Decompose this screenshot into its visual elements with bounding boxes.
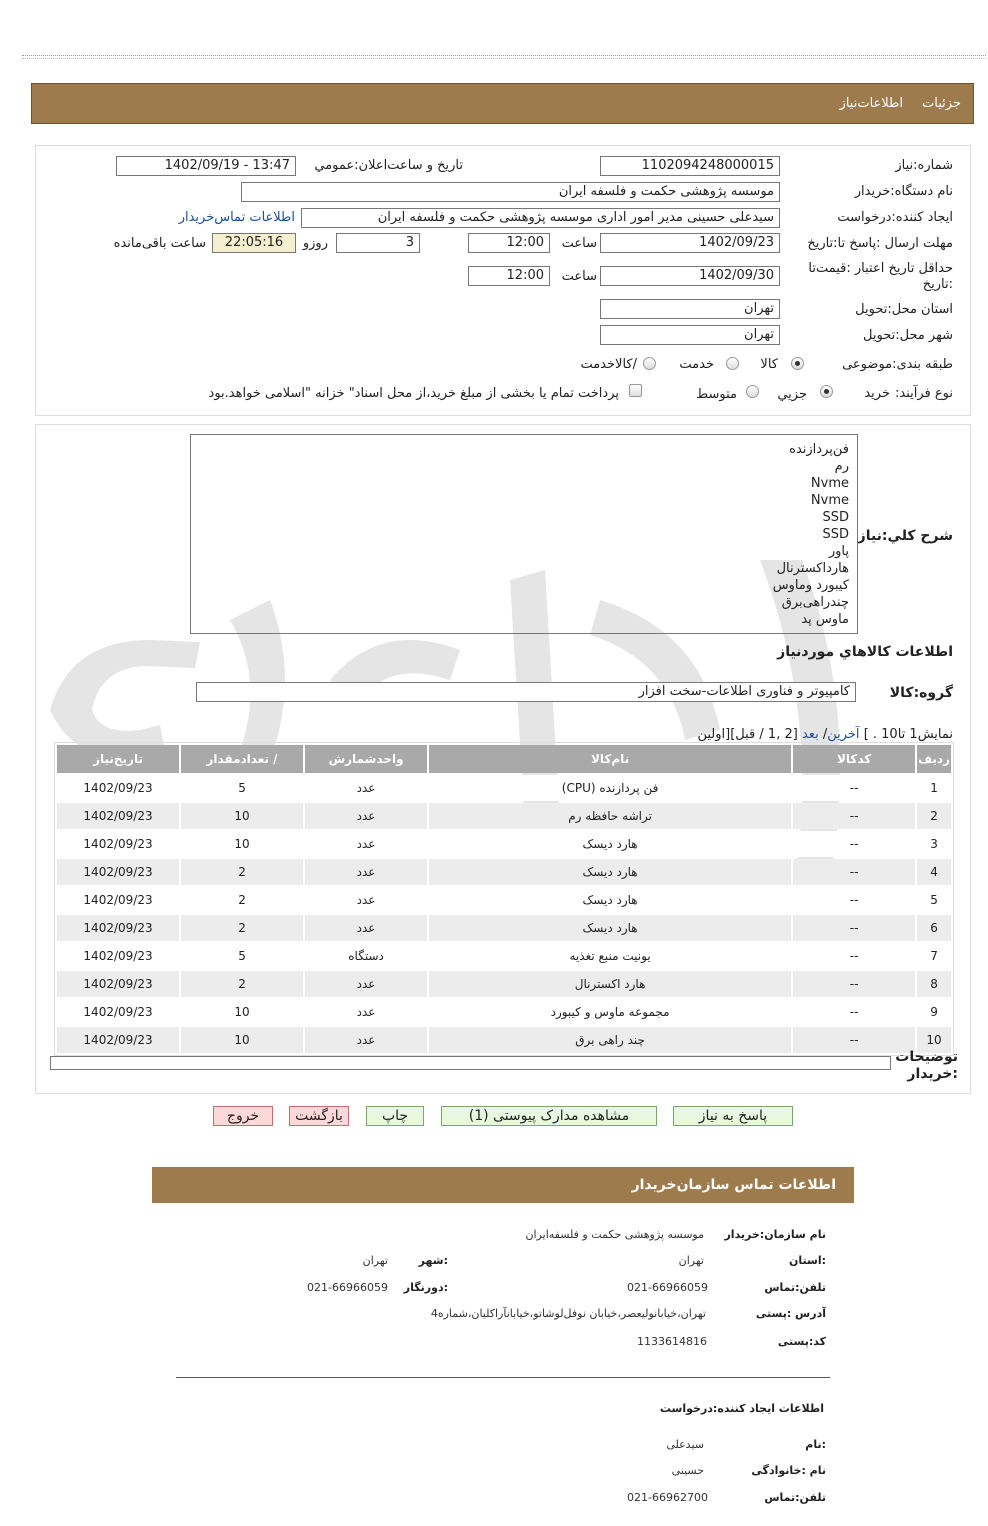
deadline-label: مهلت ارسال :پاسخ تا:تاریخ <box>807 236 953 251</box>
treasury-payment-note: پرداخت تمام یا بخشی از مبلغ خرید،از محل اسناد" خزانه "اسلامی خواهد.بود <box>208 386 619 401</box>
need-number-label: شماره:نیاز <box>895 158 953 173</box>
cell-name: هارد دیسک <box>429 831 791 857</box>
cell-code: -- <box>793 887 915 913</box>
cell-date: 1402/09/23 <box>57 1027 179 1053</box>
contact-address-label: آدرس :پستی <box>755 1307 826 1320</box>
cell-row: 2 <box>917 803 951 829</box>
table-row <box>57 859 951 885</box>
creator-phone-label: تلفن:تماس <box>764 1491 826 1504</box>
buyer-notes-field <box>50 1056 891 1070</box>
pager-next-link[interactable]: بعد <box>801 727 819 742</box>
items-table <box>55 743 953 1055</box>
table-row <box>57 831 951 857</box>
price-validity-time-label: ساعت <box>561 269 597 284</box>
cell-qty: 2 <box>181 915 303 941</box>
cell-name: هارد اکسترنال <box>429 971 791 997</box>
cell-qty: 10 <box>181 831 303 857</box>
contact-province-value: تهران <box>678 1254 704 1267</box>
price-validity-date-field: 1402/09/30 <box>600 266 780 286</box>
price-validity-label: حداقل تاریخ اعتبار :قیمت‌تا :تاریخ <box>808 261 953 292</box>
back-button[interactable]: بازگشت <box>289 1106 349 1126</box>
cell-code: -- <box>793 859 915 885</box>
description-line: Nvme <box>810 493 849 508</box>
deadline-time-label: ساعت <box>561 236 597 251</box>
buyer-contact-link[interactable]: اطلاعات تماس‌خریدار <box>178 210 295 225</box>
table-row <box>57 775 951 801</box>
description-line: کیبورد وماوس <box>772 578 849 593</box>
cell-code: -- <box>793 831 915 857</box>
pager: نمایش1 تا10 . ] آخرین/ بعد [2 ,1 / قبل][اولین <box>697 727 953 742</box>
print-button[interactable]: چاپ <box>366 1106 424 1126</box>
reply-button[interactable]: پاسخ به نیاز <box>673 1106 793 1126</box>
cell-code: -- <box>793 1027 915 1053</box>
creator-family-value: حسینی <box>671 1464 704 1477</box>
description-box <box>190 434 858 634</box>
days-label: روزو <box>302 236 328 251</box>
creator-phone-value: 021-66962700 <box>627 1491 708 1504</box>
deadline-time-field: 12:00 <box>468 233 550 253</box>
contact-title: اطلاعات تماس سازمان‌خریدار <box>631 1177 836 1193</box>
process-buy-label: خرید <box>864 386 890 401</box>
cell-date: 1402/09/23 <box>57 999 179 1025</box>
cell-row: 5 <box>917 887 951 913</box>
cell-row: 9 <box>917 999 951 1025</box>
pager-prefix: نمایش1 تا10 . ] <box>863 727 953 742</box>
contact-fax-label: :دورنگار <box>403 1281 448 1294</box>
creator-label: ایجاد کننده:درخواست <box>837 210 953 225</box>
announce-datetime-field: 1402/09/19 - 13:47 <box>116 156 296 176</box>
description-line: SSD <box>822 510 849 525</box>
cell-qty: 10 <box>181 1027 303 1053</box>
cell-name: چند راهی برق <box>429 1027 791 1053</box>
cell-qty: 2 <box>181 859 303 885</box>
cell-unit: عدد <box>305 1027 427 1053</box>
cell-qty: 5 <box>181 775 303 801</box>
goods-group-label: گروه:کالا <box>889 685 953 701</box>
cell-row: 6 <box>917 915 951 941</box>
cell-unit: عدد <box>305 831 427 857</box>
category-service-label: خدمت <box>679 357 714 372</box>
cell-name: هارد دیسک <box>429 859 791 885</box>
cell-name: مجموعه ماوس و کیبورد <box>429 999 791 1025</box>
description-line: رم <box>834 459 849 474</box>
tab-need-info[interactable]: اطلاعات‌نیاز <box>839 96 903 111</box>
buyer-notes-label: توضیحات :خریدار <box>895 1049 958 1082</box>
cell-unit: عدد <box>305 915 427 941</box>
cell-code: -- <box>793 803 915 829</box>
creator-family-label: نام :خانوادگی <box>751 1464 826 1477</box>
cell-date: 1402/09/23 <box>57 915 179 941</box>
cell-date: 1402/09/23 <box>57 831 179 857</box>
description-line: چندراهی‌برق <box>781 595 849 610</box>
contact-fax-value: 021-66966059 <box>307 1281 388 1294</box>
top-divider-2 <box>22 58 986 59</box>
creator-name-label: :نام <box>805 1438 826 1451</box>
col-unit: واحدشمارش <box>305 745 427 773</box>
table-row <box>57 915 951 941</box>
view-attachments-button[interactable]: مشاهده مدارک پیوستی (1) <box>441 1106 657 1126</box>
announce-label: تاریخ و ساعت‌اعلان:عمومي <box>314 158 463 173</box>
cell-name: هارد دیسک <box>429 915 791 941</box>
cell-date: 1402/09/23 <box>57 943 179 969</box>
process-partial-label: جزیي <box>777 387 807 402</box>
goods-group-field: کامپیوتر و فناوری اطلاعات-سخت افزار <box>196 682 856 702</box>
cell-row: 7 <box>917 943 951 969</box>
cell-row: 10 <box>917 1027 951 1053</box>
cell-name: هارد دیسک <box>429 887 791 913</box>
category-both-radio[interactable] <box>643 357 656 370</box>
process-partial-radio[interactable] <box>820 385 833 398</box>
cell-code: -- <box>793 999 915 1025</box>
cell-row: 3 <box>917 831 951 857</box>
contact-phone-value: 021-66966059 <box>627 1281 708 1294</box>
description-label: شرح کلي:نیاز <box>857 528 953 544</box>
process-medium-radio[interactable] <box>746 385 759 398</box>
cell-unit: عدد <box>305 803 427 829</box>
category-goods-radio[interactable] <box>791 357 804 370</box>
contact-header <box>152 1167 854 1203</box>
creator-name-value: سیدعلی <box>666 1438 704 1451</box>
contact-org-value: موسسه پژوهشی حکمت و فلسفه‌ایران <box>525 1228 704 1241</box>
col-code: کدکالا <box>793 745 915 773</box>
description-line: هارداکسترنال <box>776 561 849 576</box>
province-label: استان محل:تحویل <box>855 302 953 317</box>
goods-section-title: اطلاعات کالاهاي موردنیاز <box>777 644 953 660</box>
table-row <box>57 887 951 913</box>
cell-qty: 10 <box>181 803 303 829</box>
cell-qty: 2 <box>181 887 303 913</box>
contact-city-value: تهران <box>362 1254 388 1267</box>
table-row <box>57 803 951 829</box>
category-label: طبقه بندی:موضوعی <box>842 357 953 372</box>
days-field: 3 <box>336 233 420 253</box>
contact-postal-label: کد:پستی <box>777 1335 826 1348</box>
page-header <box>31 83 974 124</box>
contact-address-value: تهران،خیابانولیعصر،خیابان نوفل‌لوشاتو،خیابانآراکلیان،شماره4 <box>430 1307 706 1320</box>
province-field: تهران <box>600 299 780 319</box>
creator-section-title: اطلاعات ایجاد کننده:درخواست <box>659 1402 824 1415</box>
cell-unit: عدد <box>305 859 427 885</box>
tab-details[interactable]: جزئیات <box>922 96 961 111</box>
contact-postal-value: 1133614816 <box>637 1335 707 1348</box>
contact-province-label: :استان <box>789 1254 826 1267</box>
pager-last-link[interactable]: آخرین <box>827 727 860 742</box>
cell-qty: 2 <box>181 971 303 997</box>
buyer-org-label: نام دستگاه:خریدار <box>854 184 953 199</box>
contact-org-label: نام سازمان:خریدار <box>724 1228 826 1241</box>
cell-code: -- <box>793 775 915 801</box>
cell-code: -- <box>793 915 915 941</box>
cell-date: 1402/09/23 <box>57 775 179 801</box>
cell-date: 1402/09/23 <box>57 971 179 997</box>
col-qty: / تعدادمقدار <box>181 745 303 773</box>
cell-row: 1 <box>917 775 951 801</box>
cell-row: 4 <box>917 859 951 885</box>
deadline-date-field: 1402/09/23 <box>600 233 780 253</box>
city-label: شهر محل:تحویل <box>863 328 953 343</box>
description-line: ماوس پد <box>801 612 849 627</box>
items-table-wrapper <box>54 742 954 1056</box>
table-row <box>57 999 951 1025</box>
category-goods-label: کالا <box>760 357 778 372</box>
exit-button[interactable]: خروج <box>213 1106 273 1126</box>
cell-qty: 10 <box>181 999 303 1025</box>
creator-field: سیدعلی حسینی مدیر امور اداری موسسه پژوهشی حکمت و فلسفه ایران <box>301 208 780 228</box>
buyer-org-field: موسسه پژوهشی حکمت و فلسفه ایران <box>241 182 780 202</box>
col-name: نام‌کالا <box>429 745 791 773</box>
city-field: تهران <box>600 325 780 345</box>
cell-unit: عدد <box>305 775 427 801</box>
category-service-radio[interactable] <box>726 357 739 370</box>
category-both-label: /کالاخدمت <box>580 357 637 372</box>
contact-phone-label: تلفن:تماس <box>764 1281 826 1294</box>
cell-name: فن پردازنده (CPU) <box>429 775 791 801</box>
cell-row: 8 <box>917 971 951 997</box>
table-row <box>57 943 951 969</box>
cell-date: 1402/09/23 <box>57 859 179 885</box>
pager-suffix[interactable]: / قبل][اولین <box>697 727 764 742</box>
description-line: Nvme <box>810 476 849 491</box>
remaining-time-field: 22:05:16 <box>212 233 296 253</box>
remaining-time-label: ساعت باقی‌مانده <box>113 236 206 251</box>
col-date: تاریخ‌نیاز <box>57 745 179 773</box>
cell-qty: 5 <box>181 943 303 969</box>
items-table-body <box>57 775 951 1053</box>
cell-unit: عدد <box>305 971 427 997</box>
need-number-field: 1102094248000015 <box>600 156 780 176</box>
description-line: فن‌پردازنده <box>789 442 849 457</box>
price-validity-time-field: 12:00 <box>468 266 550 286</box>
process-type-label: نوع فرآیند: <box>895 386 953 401</box>
description-line: پاور <box>828 544 849 559</box>
cell-date: 1402/09/23 <box>57 803 179 829</box>
pager-pages[interactable]: [2 ,1 <box>767 727 798 742</box>
process-medium-label: متوسط <box>696 387 737 402</box>
cell-code: -- <box>793 971 915 997</box>
cell-unit: عدد <box>305 887 427 913</box>
treasury-payment-checkbox[interactable] <box>629 384 642 397</box>
cell-unit: عدد <box>305 999 427 1025</box>
cell-name: تراشه حافظه رم <box>429 803 791 829</box>
top-divider <box>22 55 986 56</box>
col-row: ردیف <box>917 745 951 773</box>
contact-divider <box>176 1377 830 1378</box>
cell-name: یونیت منبع تغذیه <box>429 943 791 969</box>
cell-date: 1402/09/23 <box>57 887 179 913</box>
contact-city-label: :شهر <box>418 1254 448 1267</box>
table-header-row <box>57 745 951 773</box>
cell-unit: دستگاه <box>305 943 427 969</box>
table-row <box>57 1027 951 1053</box>
table-row <box>57 971 951 997</box>
cell-code: -- <box>793 943 915 969</box>
description-line: SSD <box>822 527 849 542</box>
